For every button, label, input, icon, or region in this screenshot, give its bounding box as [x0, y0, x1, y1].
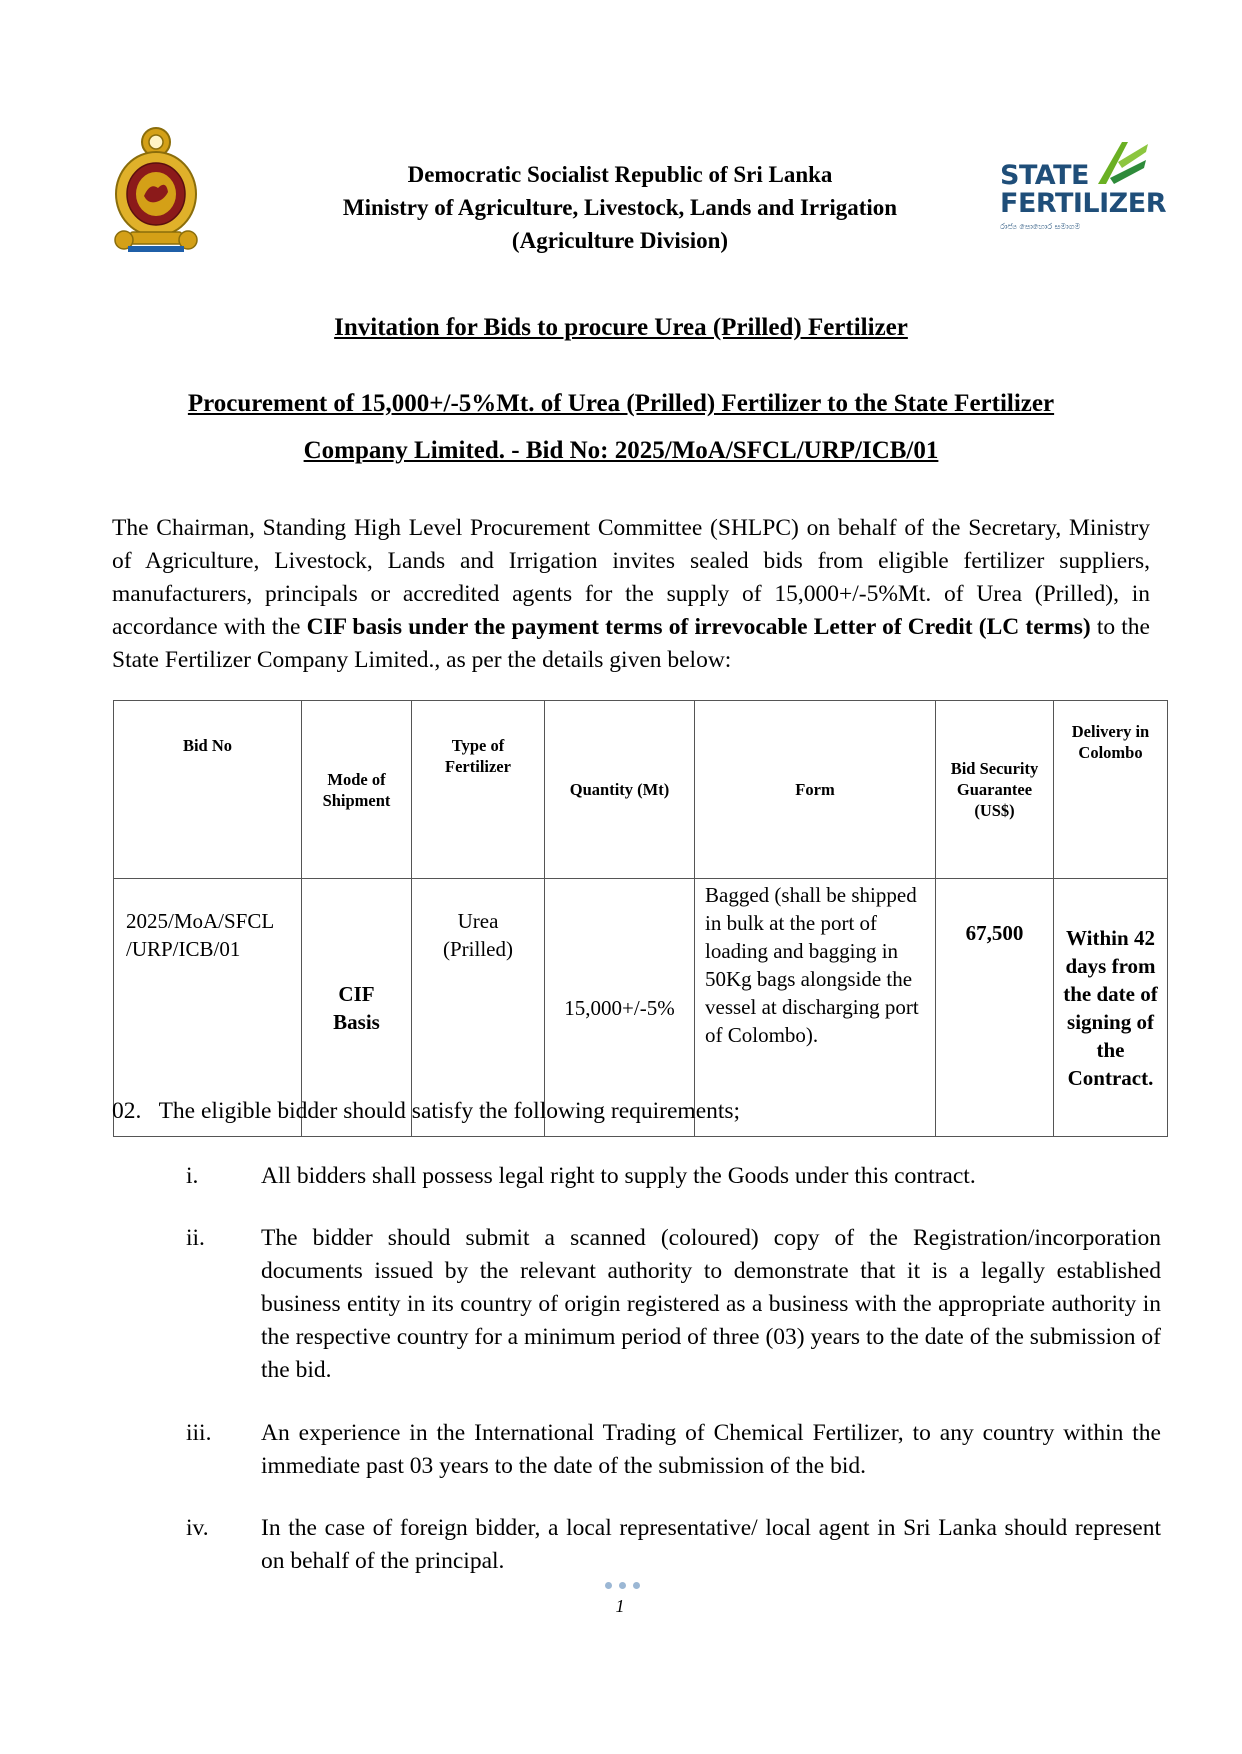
header-line-ministry: Ministry of Agriculture, Livestock, Lands and Irrigation [342, 195, 898, 220]
cell-form: Bagged (shall be shipped in bulk at the port of loading and bagging in 50Kg bags alongside the vessel at discharging port of Colombo). [695, 879, 936, 1137]
header-mode-text: Mode of Shipment [322, 769, 391, 810]
logo-word-fertilizer: FERTILIZER [1000, 188, 1166, 219]
sri-lanka-emblem-icon [110, 124, 202, 256]
header-delivery [1054, 701, 1168, 879]
requirement-number-2: ii. [186, 1225, 205, 1251]
requirement-text-4: In the case of foreign bidder, a local representative/ local agent in Sri Lanka should represent on behalf of the principal. [261, 1515, 1161, 1574]
logo-tagline: රාජ්‍ය පොහොර සමාගම [1000, 222, 1081, 231]
header-line-country: Democratic Socialist Republic of Sri Lanka [407, 162, 833, 187]
header-line-division: (Agriculture Division) [511, 228, 729, 253]
intro-text-part1: The Chairman, Standing High Level Procurement Committee (SHLPC) on behalf of the Secretary, Ministry of Agriculture, Livestock, Lands and Irrigation invites sealed bids from eligible fertilizer suppliers, manufacturers, principals or accredited agents for the supply of 15,000+/-5%Mt. of Urea (Prilled), in accordance with the [112, 515, 1150, 640]
cell-bid-security: 67,500 [936, 879, 1054, 1137]
page-number: 1 [615, 1596, 625, 1616]
document-title: Invitation for Bids to procure Urea (Prilled) Fertilizer [334, 314, 908, 341]
header-delivery-text: Delivery in Colombo [1071, 722, 1150, 762]
header-security-text: Bid Security Guarantee (US$) [950, 759, 1039, 820]
header-quantity: Quantity (Mt) [545, 701, 695, 879]
cell-mode-text: CIF Basis [333, 981, 380, 1034]
requirement-text-3: An experience in the International Trading of Chemical Fertilizer, to any country within the immediate past 03 years to the date of the submission of the bid. [261, 1420, 1161, 1479]
intro-text-part2: to the State Fertilizer Company Limited., as per the details given below: [112, 614, 1150, 673]
requirement-number-1: i. [186, 1163, 199, 1189]
cell-delivery [1054, 879, 1168, 1137]
intro-paragraph [112, 512, 1150, 677]
document-subtitle-line1: Procurement of 15,000+/-5%Mt. of Urea (Prilled) Fertilizer to the State Fertilizer [187, 390, 1055, 417]
state-fertilizer-logo [1000, 136, 1166, 236]
header-bid-security [936, 701, 1054, 879]
logo-word-state: STATE [1000, 160, 1089, 191]
requirement-text-1: All bidders shall possess legal right to supply the Goods under this contract. [261, 1163, 976, 1189]
cell-type-text: Urea (Prilled) [443, 909, 513, 961]
requirement-text-2: The bidder should submit a scanned (coloured) copy of the Registration/incorporation documents issued by the relevant authority to demonstrate that it is a legally established business entity in its country of origin registered as a business with the appropriate authority in the respective country for a minimum period of three (03) years to the date of the submission of the bid. [261, 1225, 1161, 1383]
requirement-number-4: iv. [186, 1515, 209, 1541]
cell-bid-no: 2025/MoA/SFCL /URP/ICB/01 [114, 879, 302, 1137]
header-bid-no: Bid No [114, 701, 302, 879]
header-form: Form [695, 701, 936, 879]
leaf-icon [1092, 138, 1150, 188]
header-type-of-fertilizer [412, 701, 545, 879]
header-type-text: Type of Fertilizer [445, 736, 511, 776]
requirements-intro: 02. The eligible bidder should satisfy the following requirements; [112, 1098, 741, 1124]
document-subtitle-line2: Company Limited. - Bid No: 2025/MoA/SFCL/URP/ICB/01 [303, 437, 939, 464]
table-header-row [114, 701, 1168, 879]
requirement-number-3: iii. [186, 1420, 212, 1446]
page-dots-icon [605, 1582, 640, 1589]
bid-details-table [113, 700, 1168, 1137]
intro-text-bold: CIF basis under the payment terms of irrevocable Letter of Credit (LC terms) [306, 614, 1091, 640]
header-mode-of-shipment [302, 701, 412, 879]
cell-quantity: 15,000+/-5% [545, 879, 695, 1137]
cell-delivery-text: Within 42 days from the date of signing of the Contract. [1063, 925, 1158, 1090]
